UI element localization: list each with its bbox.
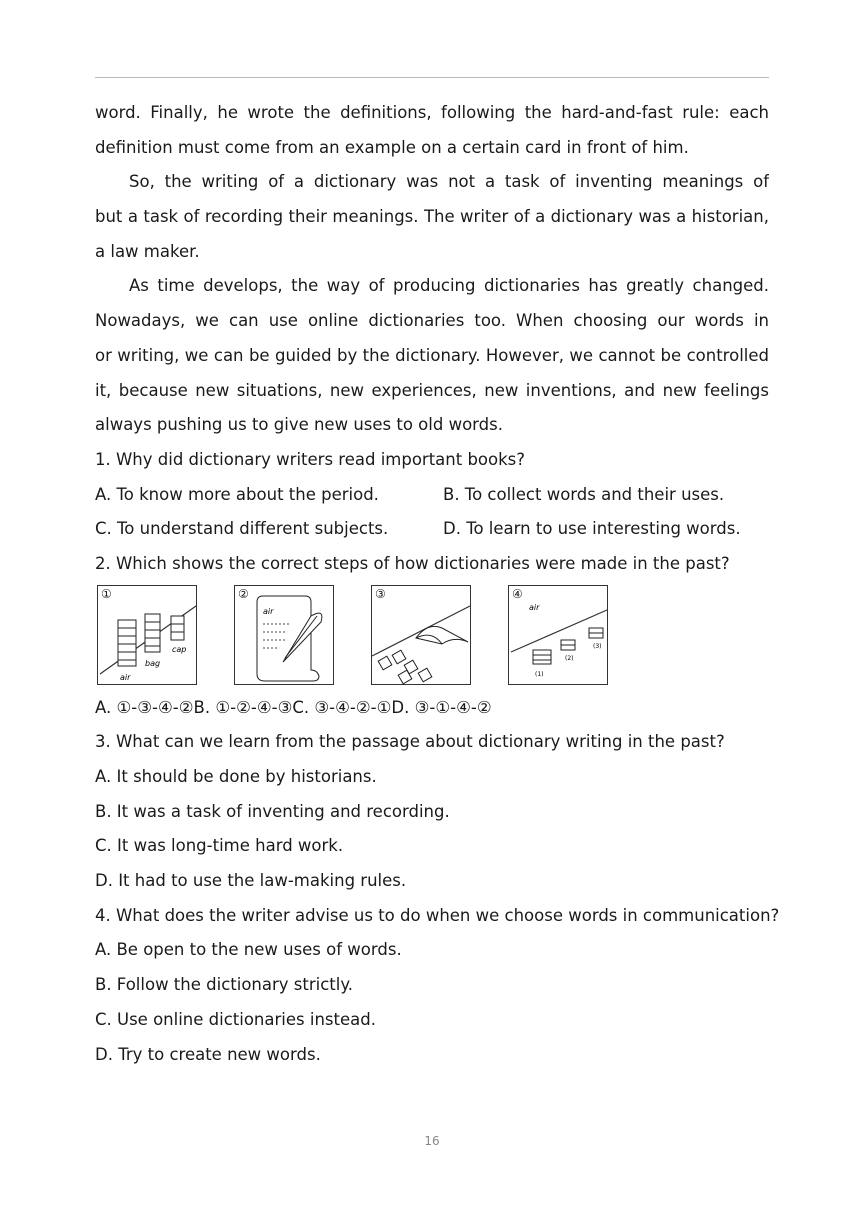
question-4-option-d[interactable]: D. Try to create new words. bbox=[95, 1044, 321, 1064]
picture-number: ③ bbox=[375, 586, 386, 601]
passage-line: a law maker. bbox=[95, 241, 200, 261]
passage-line: definition must come from an example on a certain card in front of him. bbox=[95, 137, 689, 157]
question-2-options[interactable]: A. ①-③-④-②B. ①-②-④-③C. ③-④-②-①D. ③-①-④-② bbox=[95, 697, 492, 717]
picture-number: ④ bbox=[512, 586, 523, 601]
picture-1-word-cards bbox=[97, 585, 197, 685]
question-1-option-a[interactable]: A. To know more about the period. bbox=[95, 484, 379, 504]
question-2-stem: 2. Which shows the correct steps of how dictionaries were made in the past? bbox=[95, 553, 730, 573]
question-4-option-b[interactable]: B. Follow the dictionary strictly. bbox=[95, 975, 353, 995]
passage-line: it, because new situations, new experiences, new inventions, and new feelings bbox=[95, 380, 769, 400]
passage-line: So, the writing of a dictionary was not a task of inventing meanings of bbox=[129, 172, 769, 192]
picture-4-label-3: (3) bbox=[593, 642, 602, 650]
header-rule bbox=[95, 77, 769, 78]
question-4-stem: 4. What does the writer advise us to do when we choose words in communication? bbox=[95, 905, 780, 925]
passage-line: or writing, we can be guided by the dictionary. However, we cannot be controlled bbox=[95, 345, 769, 365]
picture-1-label-bag: bag bbox=[145, 658, 161, 668]
passage-line: always pushing us to give new uses to old words. bbox=[95, 415, 503, 435]
question-1-option-b[interactable]: B. To collect words and their uses. bbox=[443, 484, 725, 504]
picture-2-writing-definitions bbox=[234, 585, 334, 685]
question-1-options-row bbox=[95, 512, 769, 547]
passage-line: word. Finally, he wrote the definitions, following the hard-and-fast rule: each bbox=[95, 103, 769, 122]
question-1-stem: 1. Why did dictionary writers read important books? bbox=[95, 449, 526, 469]
question-1-option-c[interactable]: C. To understand different subjects. bbox=[95, 519, 389, 539]
page-content bbox=[95, 96, 780, 1072]
picture-4-label-2: (2) bbox=[565, 654, 574, 662]
question-4-option-a[interactable]: A. Be open to the new uses of words. bbox=[95, 940, 402, 960]
passage-line: Nowadays, we can use online dictionaries too. When choosing our words in bbox=[95, 311, 769, 331]
passage-line: As time develops, the way of producing dictionaries has greatly changed. bbox=[129, 276, 769, 296]
picture-1-label-air: air bbox=[120, 672, 131, 682]
picture-2-label-air: air bbox=[263, 606, 274, 616]
picture-3-reading-book bbox=[371, 585, 471, 685]
picture-4-sorted-cards bbox=[508, 585, 608, 685]
picture-number: ② bbox=[238, 586, 249, 601]
question-3-option-b[interactable]: B. It was a task of inventing and recording. bbox=[95, 801, 450, 821]
question-3-option-d[interactable]: D. It had to use the law-making rules. bbox=[95, 871, 407, 891]
question-1-option-d[interactable]: D. To learn to use interesting words. bbox=[443, 519, 741, 539]
passage-line: but a task of recording their meanings. The writer of a dictionary was a historian, bbox=[95, 207, 769, 227]
question-1-options-row bbox=[95, 478, 769, 513]
picture-number: ① bbox=[101, 586, 112, 601]
page-number: 16 bbox=[424, 1134, 440, 1148]
question-3-option-a[interactable]: A. It should be done by historians. bbox=[95, 767, 377, 786]
picture-1-label-cap: cap bbox=[172, 644, 187, 654]
question-3-option-c[interactable]: C. It was long-time hard work. bbox=[95, 836, 344, 856]
picture-4-label-air: air bbox=[529, 602, 540, 612]
question-2-pictures bbox=[97, 585, 769, 687]
question-4-option-c[interactable]: C. Use online dictionaries instead. bbox=[95, 1009, 376, 1029]
question-3-stem: 3. What can we learn from the passage about dictionary writing in the past? bbox=[95, 732, 725, 752]
picture-4-label-1: (1) bbox=[535, 670, 544, 678]
